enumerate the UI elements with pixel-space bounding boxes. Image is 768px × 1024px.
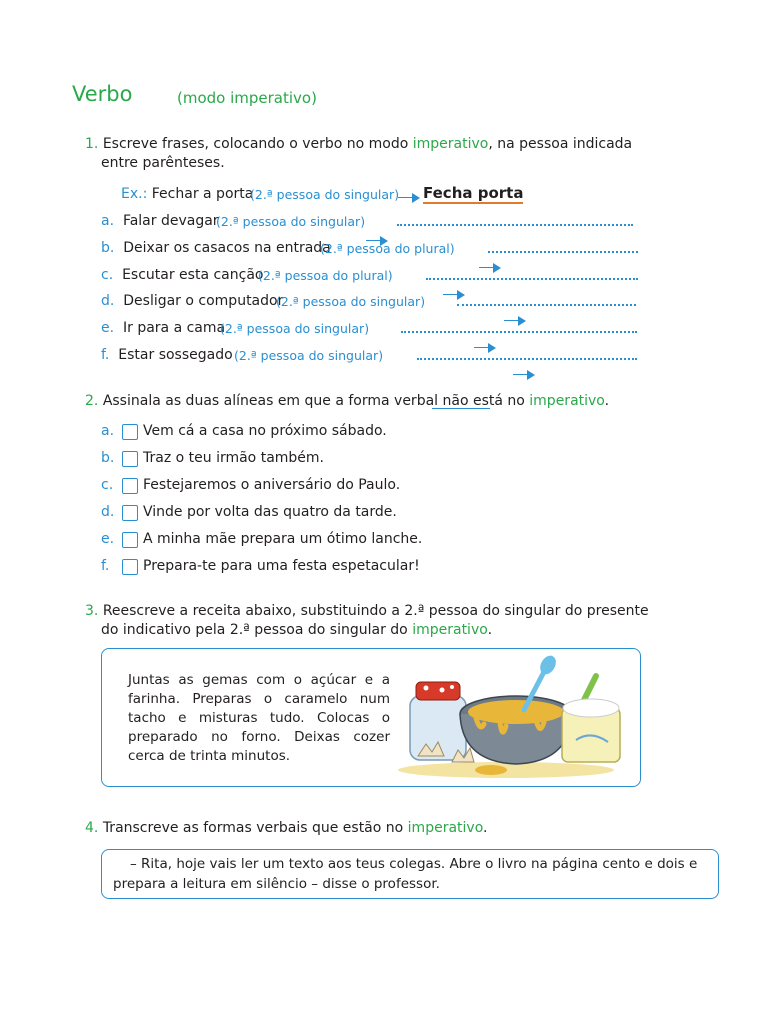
item-letter: d. — [101, 293, 115, 309]
list-item — [101, 267, 263, 283]
checkbox[interactable] — [122, 559, 138, 575]
item-letter: a. — [101, 213, 115, 229]
list-item — [101, 240, 331, 256]
arrow-icon — [443, 290, 465, 300]
item-text: Estar sossegado — [118, 347, 233, 363]
checkbox[interactable] — [122, 424, 138, 440]
question-text: . — [487, 622, 493, 638]
item-letter: e. — [101, 320, 115, 336]
page-title: Verbo — [72, 82, 133, 106]
example-answer: Fecha porta — [423, 184, 524, 202]
item-hint: (2.ª pessoa do singular) — [220, 321, 370, 336]
question-number: 1. — [85, 136, 99, 152]
list-item — [101, 347, 233, 363]
checkbox[interactable] — [122, 451, 138, 467]
arrow-icon — [513, 370, 535, 380]
item-hint: (2.ª pessoa do plural) — [258, 268, 393, 283]
example-text: Fechar a porta — [151, 186, 254, 202]
item-letter: b. — [101, 450, 115, 466]
item-hint: (2.ª pessoa do singular) — [276, 294, 426, 309]
cooking-illustration — [396, 652, 636, 782]
item-text: Desligar o computador — [123, 293, 284, 309]
list-item — [101, 213, 219, 229]
question-text: Assinala as duas alíneas em que a forma verbal não está no — [102, 393, 530, 409]
item-text: Deixar os casacos na entrada — [123, 240, 331, 256]
arrow-icon — [398, 193, 420, 203]
keyword-imperativo: imperativo — [412, 136, 489, 152]
example-row — [121, 186, 253, 202]
question-number: 3. — [85, 603, 99, 619]
example-hint: (2.ª pessoa do singular) — [250, 187, 400, 202]
question-text: , na pessoa indicada — [488, 136, 633, 152]
item-text: A minha mãe prepara um ótimo lanche. — [143, 531, 423, 547]
item-hint: (2.ª pessoa do singular) — [234, 348, 384, 363]
item-text: Vem cá a casa no próximo sábado. — [143, 423, 387, 439]
checkbox[interactable] — [122, 505, 138, 521]
page-subtitle: (modo imperativo) — [177, 89, 317, 107]
arrow-icon — [504, 316, 526, 326]
answer-line[interactable] — [457, 304, 636, 306]
question-text: do indicativo pela 2.ª pessoa do singular do — [101, 622, 413, 638]
answer-line[interactable] — [488, 251, 638, 253]
item-letter: c. — [101, 267, 114, 283]
item-text: Festejaremos o aniversário do Paulo. — [143, 477, 401, 493]
list-item — [101, 293, 283, 309]
checkbox[interactable] — [122, 478, 138, 494]
arrow-icon — [479, 263, 501, 273]
question-text: Escreve frases, colocando o verbo no modo — [102, 136, 413, 152]
recipe-text: Juntas as gemas com o açúcar e a farinha. Preparas o caramelo num tacho e misturas tudo. Colocas o preparado no forno. Deixas cozer cerca de trinta minutos. — [128, 672, 390, 764]
item-hint: (2.ª pessoa do singular) — [216, 214, 366, 229]
question-3-prompt-line2 — [101, 622, 492, 638]
checkbox[interactable] — [122, 532, 138, 548]
keyword-imperativo: imperativo — [529, 393, 605, 409]
keyword-imperativo: imperativo — [412, 622, 488, 638]
item-text: Traz o teu irmão também. — [143, 450, 324, 466]
arrow-icon — [474, 343, 496, 353]
item-letter: f. — [101, 558, 110, 574]
item-letter: f. — [101, 347, 110, 363]
item-text: Falar devagar — [122, 213, 219, 229]
quote-text: – Rita, hoje vais ler um texto aos teus colegas. Abre o livro na página cento e dois e prepara a leitura em silêncio – disse o professor. — [113, 856, 698, 892]
item-letter: e. — [101, 531, 115, 547]
example-label: Ex.: — [121, 186, 148, 202]
item-text: Vinde por volta das quatro da tarde. — [143, 504, 397, 520]
underline-mark — [432, 408, 490, 409]
question-text: Transcreve as formas verbais que estão no — [102, 820, 408, 836]
keyword-imperativo: imperativo — [407, 820, 484, 836]
item-text: Ir para a cama — [122, 320, 226, 336]
question-1-prompt-line2: entre parênteses. — [101, 155, 225, 171]
question-text: Reescreve a receita abaixo, substituindo a 2.ª pessoa do singular do presente — [102, 603, 649, 619]
item-letter: b. — [101, 240, 115, 256]
question-3-prompt — [85, 603, 649, 619]
answer-line[interactable] — [401, 331, 637, 333]
item-hint: (2.ª pessoa do plural) — [320, 241, 455, 256]
question-2-prompt — [85, 393, 609, 409]
question-text: . — [483, 820, 488, 836]
question-number: 4. — [85, 820, 99, 836]
question-1-prompt — [85, 136, 632, 152]
question-text: . — [604, 393, 610, 409]
item-letter: d. — [101, 504, 115, 520]
item-text: Escutar esta canção — [122, 267, 264, 283]
answer-line[interactable] — [397, 224, 633, 226]
list-item — [101, 320, 225, 336]
answer-line[interactable] — [426, 278, 638, 280]
answer-line[interactable] — [417, 358, 637, 360]
question-4-prompt — [85, 820, 487, 836]
question-number: 2. — [85, 393, 99, 409]
item-letter: a. — [101, 423, 115, 439]
item-text: Prepara-te para uma festa espetacular! — [143, 558, 420, 574]
item-letter: c. — [101, 477, 114, 493]
